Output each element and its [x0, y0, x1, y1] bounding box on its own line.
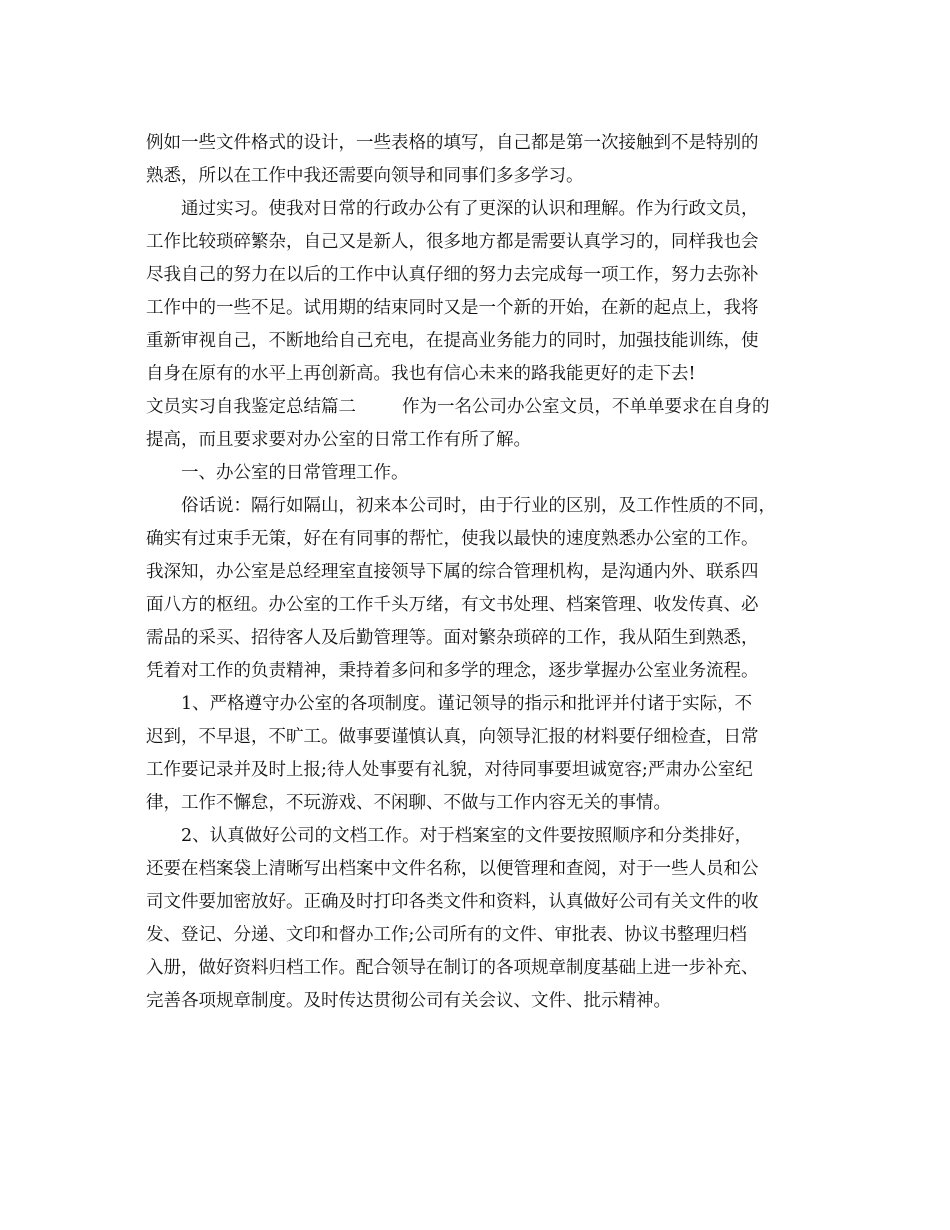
text-line: 我深知，办公室是总经理室直接领导下属的综合管理机构，是沟通内外、联系四	[146, 562, 759, 582]
text-line: 发、登记、分递、文印和督办工作;公司所有的文件、审批表、协议书整理归档	[146, 925, 747, 945]
text-line: 自身在原有的水平上再创新高。我也有信心未来的路我能更好的走下去!	[146, 364, 696, 384]
paragraph-start-line: 通过实习。使我对日常的行政办公有了更深的认识和理解。作为行政文员，	[181, 199, 759, 219]
text-line: 需品的采买、招待客人及后勤管理等。面对繁杂琐碎的工作，我从陌生到熟悉，	[146, 628, 759, 648]
text-line: 尽我自己的努力在以后的工作中认真仔细的努力去完成每一项工作，努力去弥补	[146, 265, 759, 285]
text-line: 司文件要加密放好。正确及时打印各类文件和资料，认真做好公司有关文件的收	[146, 892, 759, 912]
text-line: 熟悉，所以在工作中我还需要向领导和同事们多多学习。	[146, 166, 584, 186]
section-intro-text: 作为一名公司办公室文员，不单单要求在自身的	[402, 397, 770, 417]
text-line: 律，工作不懈怠，不玩游戏、不闲聊、不做与工作内容无关的事情。	[146, 793, 671, 813]
text-line: 例如一些文件格式的设计，一些表格的填写，自己都是第一次接触到不是特别的	[146, 133, 759, 153]
paragraph-start-line: 1、严格遵守办公室的各项制度。谨记领导的指示和批评并付诸于实际，不	[181, 694, 753, 714]
text-line: 入册，做好资料归档工作。配合领导在制订的各项规章制度基础上进一步补充、	[146, 958, 759, 978]
section-heading-line	[146, 391, 816, 424]
text-line: 工作中的一些不足。试用期的结束同时又是一个新的开始，在新的起点上，我将	[146, 298, 759, 318]
text-line: 迟到，不早退，不旷工。做事要谨慎认真，向领导汇报的材料要仔细检查，日常	[146, 727, 759, 747]
text-line: 还要在档案袋上清晰写出档案中文件名称，以便管理和查阅，对于一些人员和公	[146, 859, 759, 879]
text-line: 提高，而且要求要对办公室的日常工作有所了解。	[146, 430, 531, 450]
paragraph-start-line: 俗话说：隔行如隔山，初来本公司时，由于行业的区别，及工作性质的不同，	[181, 496, 776, 516]
text-line: 面八方的枢纽。办公室的工作千头万绪，有文书处理、档案管理、收发传真、必	[146, 595, 759, 615]
text-line: 凭着对工作的负责精神，秉持着多问和多学的理念，逐步掌握办公室业务流程。	[146, 661, 759, 681]
paragraph-start-line: 2、认真做好公司的文档工作。对于档案室的文件要按照顺序和分类排好，	[181, 826, 753, 846]
text-line: 重新审视自己，不断地给自己充电，在提高业务能力的同时，加强技能训练，使	[146, 331, 759, 351]
document-body	[146, 127, 816, 1018]
text-line: 工作要记录并及时上报;待人处事要有礼貌，对待同事要坦诚宽容;严肃办公室纪	[146, 760, 753, 780]
subheading-line: 一、办公室的日常管理工作。	[181, 463, 409, 483]
section-heading: 文员实习自我鉴定总结篇二	[146, 397, 356, 417]
text-line: 工作比较琐碎繁杂，自己又是新人，很多地方都是需要认真学习的，同样我也会	[146, 232, 759, 252]
text-line: 确实有过束手无策，好在有同事的帮忙，使我以最快的速度熟悉办公室的工作。	[146, 529, 759, 549]
text-line: 完善各项规章制度。及时传达贯彻公司有关会议、文件、批示精神。	[146, 991, 671, 1011]
